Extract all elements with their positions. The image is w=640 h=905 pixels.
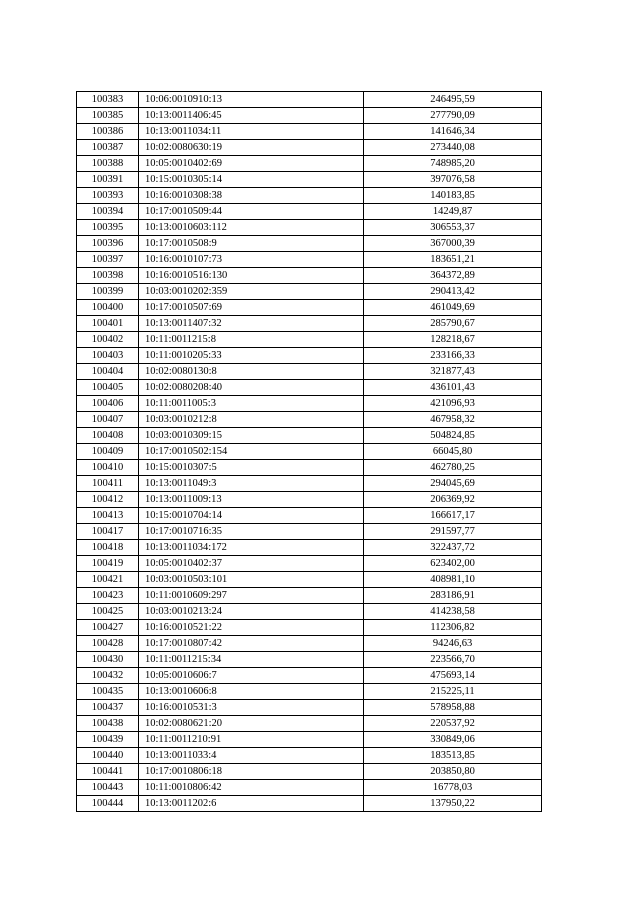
record-id-cell: 100396 [77,236,139,252]
cadastral-number-cell: 10:15:0010307:5 [139,460,364,476]
table-row [77,732,542,748]
cadastral-number-cell: 10:15:0010305:14 [139,172,364,188]
amount-cell: 223566,70 [364,652,542,668]
cadastral-number-cell: 10:17:0010716:35 [139,524,364,540]
record-id-cell: 100399 [77,284,139,300]
record-id-cell: 100418 [77,540,139,556]
amount-cell: 14249,87 [364,204,542,220]
amount-cell: 408981,10 [364,572,542,588]
cadastral-number-cell: 10:05:0010606:7 [139,668,364,684]
record-id-cell: 100405 [77,380,139,396]
amount-cell: 183513,85 [364,748,542,764]
record-id-cell: 100385 [77,108,139,124]
record-id-cell: 100410 [77,460,139,476]
amount-cell: 94246,63 [364,636,542,652]
table-row [77,124,542,140]
cadastral-number-cell: 10:03:0010212:8 [139,412,364,428]
record-id-cell: 100439 [77,732,139,748]
record-id-cell: 100438 [77,716,139,732]
record-id-cell: 100430 [77,652,139,668]
cadastral-number-cell: 10:02:0080130:8 [139,364,364,380]
cadastral-number-cell: 10:13:0011033:4 [139,748,364,764]
amount-cell: 206369,92 [364,492,542,508]
record-id-cell: 100411 [77,476,139,492]
record-id-cell: 100421 [77,572,139,588]
cadastral-number-cell: 10:17:0010508:9 [139,236,364,252]
amount-cell: 203850,80 [364,764,542,780]
amount-cell: 294045,69 [364,476,542,492]
table-row [77,556,542,572]
amount-cell: 330849,06 [364,732,542,748]
table-row [77,348,542,364]
table-row [77,508,542,524]
table-row [77,300,542,316]
record-id-cell: 100423 [77,588,139,604]
table-row [77,604,542,620]
amount-cell: 285790,67 [364,316,542,332]
cadastral-number-cell: 10:13:0011407:32 [139,316,364,332]
amount-cell: 367000,39 [364,236,542,252]
table-row [77,684,542,700]
table-row [77,108,542,124]
record-id-cell: 100412 [77,492,139,508]
table-row [77,364,542,380]
table-row [77,764,542,780]
cadastral-number-cell: 10:13:0011202:6 [139,796,364,812]
record-id-cell: 100440 [77,748,139,764]
table-row [77,652,542,668]
table-row [77,396,542,412]
cadastral-number-cell: 10:02:0080630:19 [139,140,364,156]
table-row [77,172,542,188]
cadastral-number-cell: 10:13:0011034:172 [139,540,364,556]
table-row [77,796,542,812]
amount-cell: 141646,34 [364,124,542,140]
amount-cell: 166617,17 [364,508,542,524]
record-id-cell: 100425 [77,604,139,620]
record-id-cell: 100383 [77,92,139,108]
cadastral-number-cell: 10:16:0010107:73 [139,252,364,268]
record-id-cell: 100406 [77,396,139,412]
cadastral-number-cell: 10:16:0010531:3 [139,700,364,716]
amount-cell: 246495,59 [364,92,542,108]
amount-cell: 504824,85 [364,428,542,444]
table-row [77,236,542,252]
table-row [77,188,542,204]
cadastral-number-cell: 10:17:0010806:18 [139,764,364,780]
record-id-cell: 100413 [77,508,139,524]
table-row [77,524,542,540]
cadastral-number-cell: 10:02:0080208:40 [139,380,364,396]
table-row [77,252,542,268]
record-id-cell: 100386 [77,124,139,140]
record-id-cell: 100437 [77,700,139,716]
table-row [77,316,542,332]
amount-cell: 461049,69 [364,300,542,316]
amount-cell: 128218,67 [364,332,542,348]
cadastral-number-cell: 10:16:0010521:22 [139,620,364,636]
records-sheet [76,91,541,812]
record-id-cell: 100432 [77,668,139,684]
record-id-cell: 100394 [77,204,139,220]
table-row [77,204,542,220]
cadastral-number-cell: 10:03:0010213:24 [139,604,364,620]
cadastral-number-cell: 10:13:0010606:8 [139,684,364,700]
cadastral-number-cell: 10:13:0010603:112 [139,220,364,236]
amount-cell: 66045,80 [364,444,542,460]
table-row [77,460,542,476]
cadastral-number-cell: 10:17:0010507:69 [139,300,364,316]
amount-cell: 623402,00 [364,556,542,572]
record-id-cell: 100402 [77,332,139,348]
cadastral-number-cell: 10:06:0010910:13 [139,92,364,108]
table-row [77,332,542,348]
table-row [77,780,542,796]
cadastral-number-cell: 10:11:0011005:3 [139,396,364,412]
amount-cell: 322437,72 [364,540,542,556]
amount-cell: 290413,42 [364,284,542,300]
cadastral-number-cell: 10:11:0010806:42 [139,780,364,796]
table-row [77,668,542,684]
cadastral-number-cell: 10:11:0011215:34 [139,652,364,668]
table-row [77,412,542,428]
amount-cell: 233166,33 [364,348,542,364]
table-row [77,380,542,396]
amount-cell: 140183,85 [364,188,542,204]
amount-cell: 283186,91 [364,588,542,604]
amount-cell: 183651,21 [364,252,542,268]
amount-cell: 321877,43 [364,364,542,380]
record-id-cell: 100387 [77,140,139,156]
record-id-cell: 100428 [77,636,139,652]
record-id-cell: 100443 [77,780,139,796]
amount-cell: 16778,03 [364,780,542,796]
amount-cell: 414238,58 [364,604,542,620]
table-row [77,428,542,444]
table-row [77,92,542,108]
record-id-cell: 100388 [77,156,139,172]
cadastral-number-cell: 10:16:0010516:130 [139,268,364,284]
cadastral-number-cell: 10:15:0010704:14 [139,508,364,524]
cadastral-number-cell: 10:11:0010609:297 [139,588,364,604]
cadastral-number-cell: 10:13:0011049:3 [139,476,364,492]
record-id-cell: 100403 [77,348,139,364]
record-id-cell: 100417 [77,524,139,540]
cadastral-number-cell: 10:03:0010503:101 [139,572,364,588]
record-id-cell: 100408 [77,428,139,444]
table-row [77,140,542,156]
amount-cell: 421096,93 [364,396,542,412]
record-id-cell: 100435 [77,684,139,700]
record-id-cell: 100400 [77,300,139,316]
table-row [77,716,542,732]
cadastral-number-cell: 10:13:0011034:11 [139,124,364,140]
amount-cell: 578958,88 [364,700,542,716]
amount-cell: 220537,92 [364,716,542,732]
cadastral-number-cell: 10:02:0080621:20 [139,716,364,732]
cadastral-number-cell: 10:11:0011210:91 [139,732,364,748]
table-row [77,588,542,604]
table-row [77,492,542,508]
records-table-body [77,92,542,812]
amount-cell: 462780,25 [364,460,542,476]
record-id-cell: 100419 [77,556,139,572]
record-id-cell: 100401 [77,316,139,332]
table-row [77,284,542,300]
amount-cell: 137950,22 [364,796,542,812]
table-row [77,700,542,716]
cadastral-number-cell: 10:13:0011406:45 [139,108,364,124]
table-row [77,476,542,492]
table-row [77,636,542,652]
cadastral-number-cell: 10:13:0011009:13 [139,492,364,508]
amount-cell: 273440,08 [364,140,542,156]
cadastral-number-cell: 10:17:0010807:42 [139,636,364,652]
record-id-cell: 100427 [77,620,139,636]
record-id-cell: 100398 [77,268,139,284]
amount-cell: 306553,37 [364,220,542,236]
record-id-cell: 100407 [77,412,139,428]
record-id-cell: 100393 [77,188,139,204]
amount-cell: 436101,43 [364,380,542,396]
table-row [77,620,542,636]
table-row [77,444,542,460]
cadastral-number-cell: 10:05:0010402:69 [139,156,364,172]
record-id-cell: 100391 [77,172,139,188]
record-id-cell: 100444 [77,796,139,812]
record-id-cell: 100441 [77,764,139,780]
record-id-cell: 100395 [77,220,139,236]
cadastral-number-cell: 10:16:0010308:38 [139,188,364,204]
amount-cell: 277790,09 [364,108,542,124]
table-row [77,540,542,556]
cadastral-number-cell: 10:17:0010509:44 [139,204,364,220]
amount-cell: 291597,77 [364,524,542,540]
cadastral-number-cell: 10:11:0010205:33 [139,348,364,364]
cadastral-number-cell: 10:17:0010502:154 [139,444,364,460]
record-id-cell: 100397 [77,252,139,268]
table-row [77,748,542,764]
amount-cell: 364372,89 [364,268,542,284]
cadastral-number-cell: 10:03:0010202:359 [139,284,364,300]
record-id-cell: 100404 [77,364,139,380]
amount-cell: 112306,82 [364,620,542,636]
amount-cell: 215225,11 [364,684,542,700]
amount-cell: 748985,20 [364,156,542,172]
table-row [77,268,542,284]
cadastral-number-cell: 10:11:0011215:8 [139,332,364,348]
amount-cell: 467958,32 [364,412,542,428]
cadastral-number-cell: 10:05:0010402:37 [139,556,364,572]
table-row [77,156,542,172]
table-row [77,220,542,236]
record-id-cell: 100409 [77,444,139,460]
cadastral-number-cell: 10:03:0010309:15 [139,428,364,444]
table-row [77,572,542,588]
amount-cell: 475693,14 [364,668,542,684]
amount-cell: 397076,58 [364,172,542,188]
records-table [76,91,542,812]
